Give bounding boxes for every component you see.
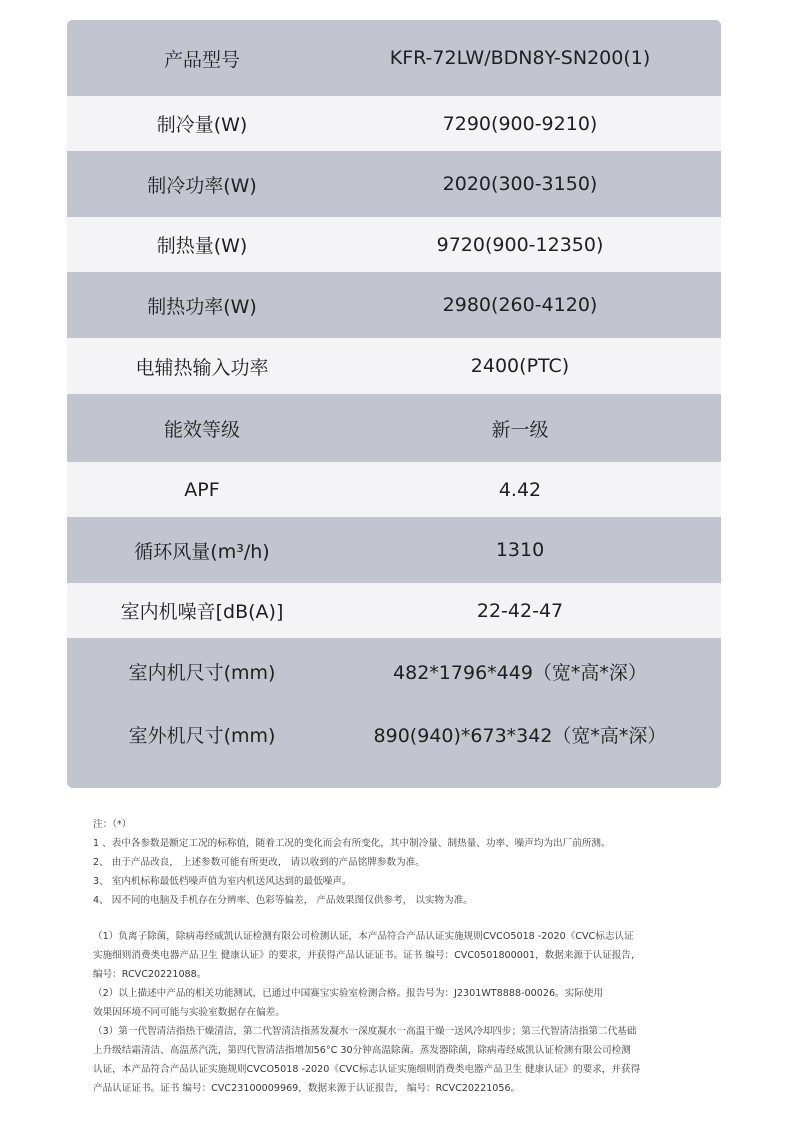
spec-row-heating-capacity bbox=[67, 217, 721, 272]
notes-head: 注：（*） bbox=[93, 819, 132, 830]
footnote-line: （2）以上描述中产品的相关功能测试，已通过中国赛宝实验室检测合格。报告号为：J2301WT8888-00026。实际使用 bbox=[93, 988, 604, 999]
footnote-line: 上升级结霜清洁、高温蒸汽洗，第四代智清洁指增加56°C 30分钟高温除菌。蒸发器除菌，除病毒经威凯认证检测有限公司检测 bbox=[93, 1045, 631, 1056]
spec-value: 22-42-47 bbox=[476, 599, 564, 622]
spec-value: 4.42 bbox=[498, 478, 542, 501]
spec-row-heating-power bbox=[67, 272, 721, 338]
footnote-line: 实施细则消费类电器产品卫生 健康认证》的要求，并获得产品认证证书。证书 编号：CVC0501800001，数据来源于认证报告， bbox=[93, 950, 641, 961]
spec-row-cooling-capacity bbox=[67, 96, 721, 151]
notes-section bbox=[93, 815, 693, 1098]
spec-label: 电辅热输入功率 bbox=[135, 356, 269, 379]
spec-label: 制冷量(W) bbox=[156, 114, 248, 136]
footnote-line: 效果因环境不同可能与实验室数据存在偏差。 bbox=[93, 1007, 285, 1018]
spec-value: 2400(PTC) bbox=[470, 355, 570, 377]
spec-label: 室内机尺寸(mm) bbox=[128, 661, 276, 684]
spec-row-airflow bbox=[67, 517, 721, 583]
spec-row-indoor-size bbox=[67, 638, 721, 704]
footnote-line: 认证，本产品符合产品认证实施规则CVCO5018 -2020《CVC标志认证实施细则消费类电器产品卫生 健康认证》的要求，并获得 bbox=[93, 1064, 641, 1075]
spec-row-model bbox=[67, 20, 721, 96]
spec-label: 制热功率(W) bbox=[147, 295, 257, 318]
spec-label: 室外机尺寸(mm) bbox=[128, 724, 276, 747]
spec-label: APF bbox=[184, 478, 220, 501]
footnote-line: 编号：RCVC20221088。 bbox=[93, 969, 207, 980]
footnote-line: 产品认证证书。证书 编号：CVC23100009969，数据来源于认证报告， 编号：RCVC20221056。 bbox=[93, 1083, 521, 1094]
spec-value: 1310 bbox=[495, 539, 545, 561]
spec-value: 2020(300-3150) bbox=[442, 173, 598, 195]
note-item: 1 、表中各参数是额定工况的标称值，随着工况的变化而会有所变化，其中制冷量、制热量、功率、噪声均为出厂前所测。 bbox=[93, 838, 611, 849]
spec-row-indoor-noise bbox=[67, 583, 721, 638]
spec-value: 2980(260-4120) bbox=[442, 294, 598, 316]
spec-label: 制冷功率(W) bbox=[147, 174, 257, 197]
spec-value: KFR-72LW/BDN8Y-SN200(1) bbox=[389, 47, 651, 69]
note-item: 3、 室内机标称最低档噪声值为室内机送风达到的最低噪声。 bbox=[93, 876, 352, 887]
spec-row-aux-heat-power bbox=[67, 338, 721, 394]
spec-row-cooling-power bbox=[67, 151, 721, 217]
note-item: 4、 因不同的电脑及手机存在分辨率、色彩等偏差， 产品效果图仅供参考， 以实物为准。 bbox=[93, 895, 473, 906]
spec-row-energy-grade bbox=[67, 394, 721, 462]
footnote-line: （3）第一代智清洁指热干燥清洁，第二代智清洁指蒸发凝水一深度凝水一高温干燥一送风冷却四步；第三代智清洁指第二代基础 bbox=[93, 1026, 637, 1037]
spec-label: 制热量(W) bbox=[156, 235, 248, 257]
spec-label: 能效等级 bbox=[163, 418, 240, 441]
spec-table bbox=[67, 20, 721, 788]
spec-value: 新一级 bbox=[491, 418, 549, 441]
spec-value: 9720(900-12350) bbox=[436, 233, 604, 256]
spec-label: 室内机噪音[dB(A)] bbox=[120, 601, 284, 623]
footnote-line: （1）负离子除菌，除病毒经威凯认证检测有限公司检测认证，本产品符合产品认证实施规则CVCO5018 -2020《CVC标志认证 bbox=[93, 931, 634, 942]
spec-label: 循环风量(m³/h) bbox=[134, 540, 270, 563]
spec-value: 482*1796*449（宽*高*深） bbox=[393, 661, 647, 684]
spec-value: 7290(900-9210) bbox=[442, 112, 598, 135]
spec-value: 890(940)*673*342（宽*高*深） bbox=[373, 724, 667, 747]
note-item: 2、 由于产品改良， 上述参数可能有所更改， 请以收到的产品铭牌参数为准。 bbox=[93, 857, 425, 868]
spec-row-apf bbox=[67, 462, 721, 517]
spec-label: 产品型号 bbox=[163, 48, 240, 71]
spec-row-outdoor-size bbox=[67, 704, 721, 764]
